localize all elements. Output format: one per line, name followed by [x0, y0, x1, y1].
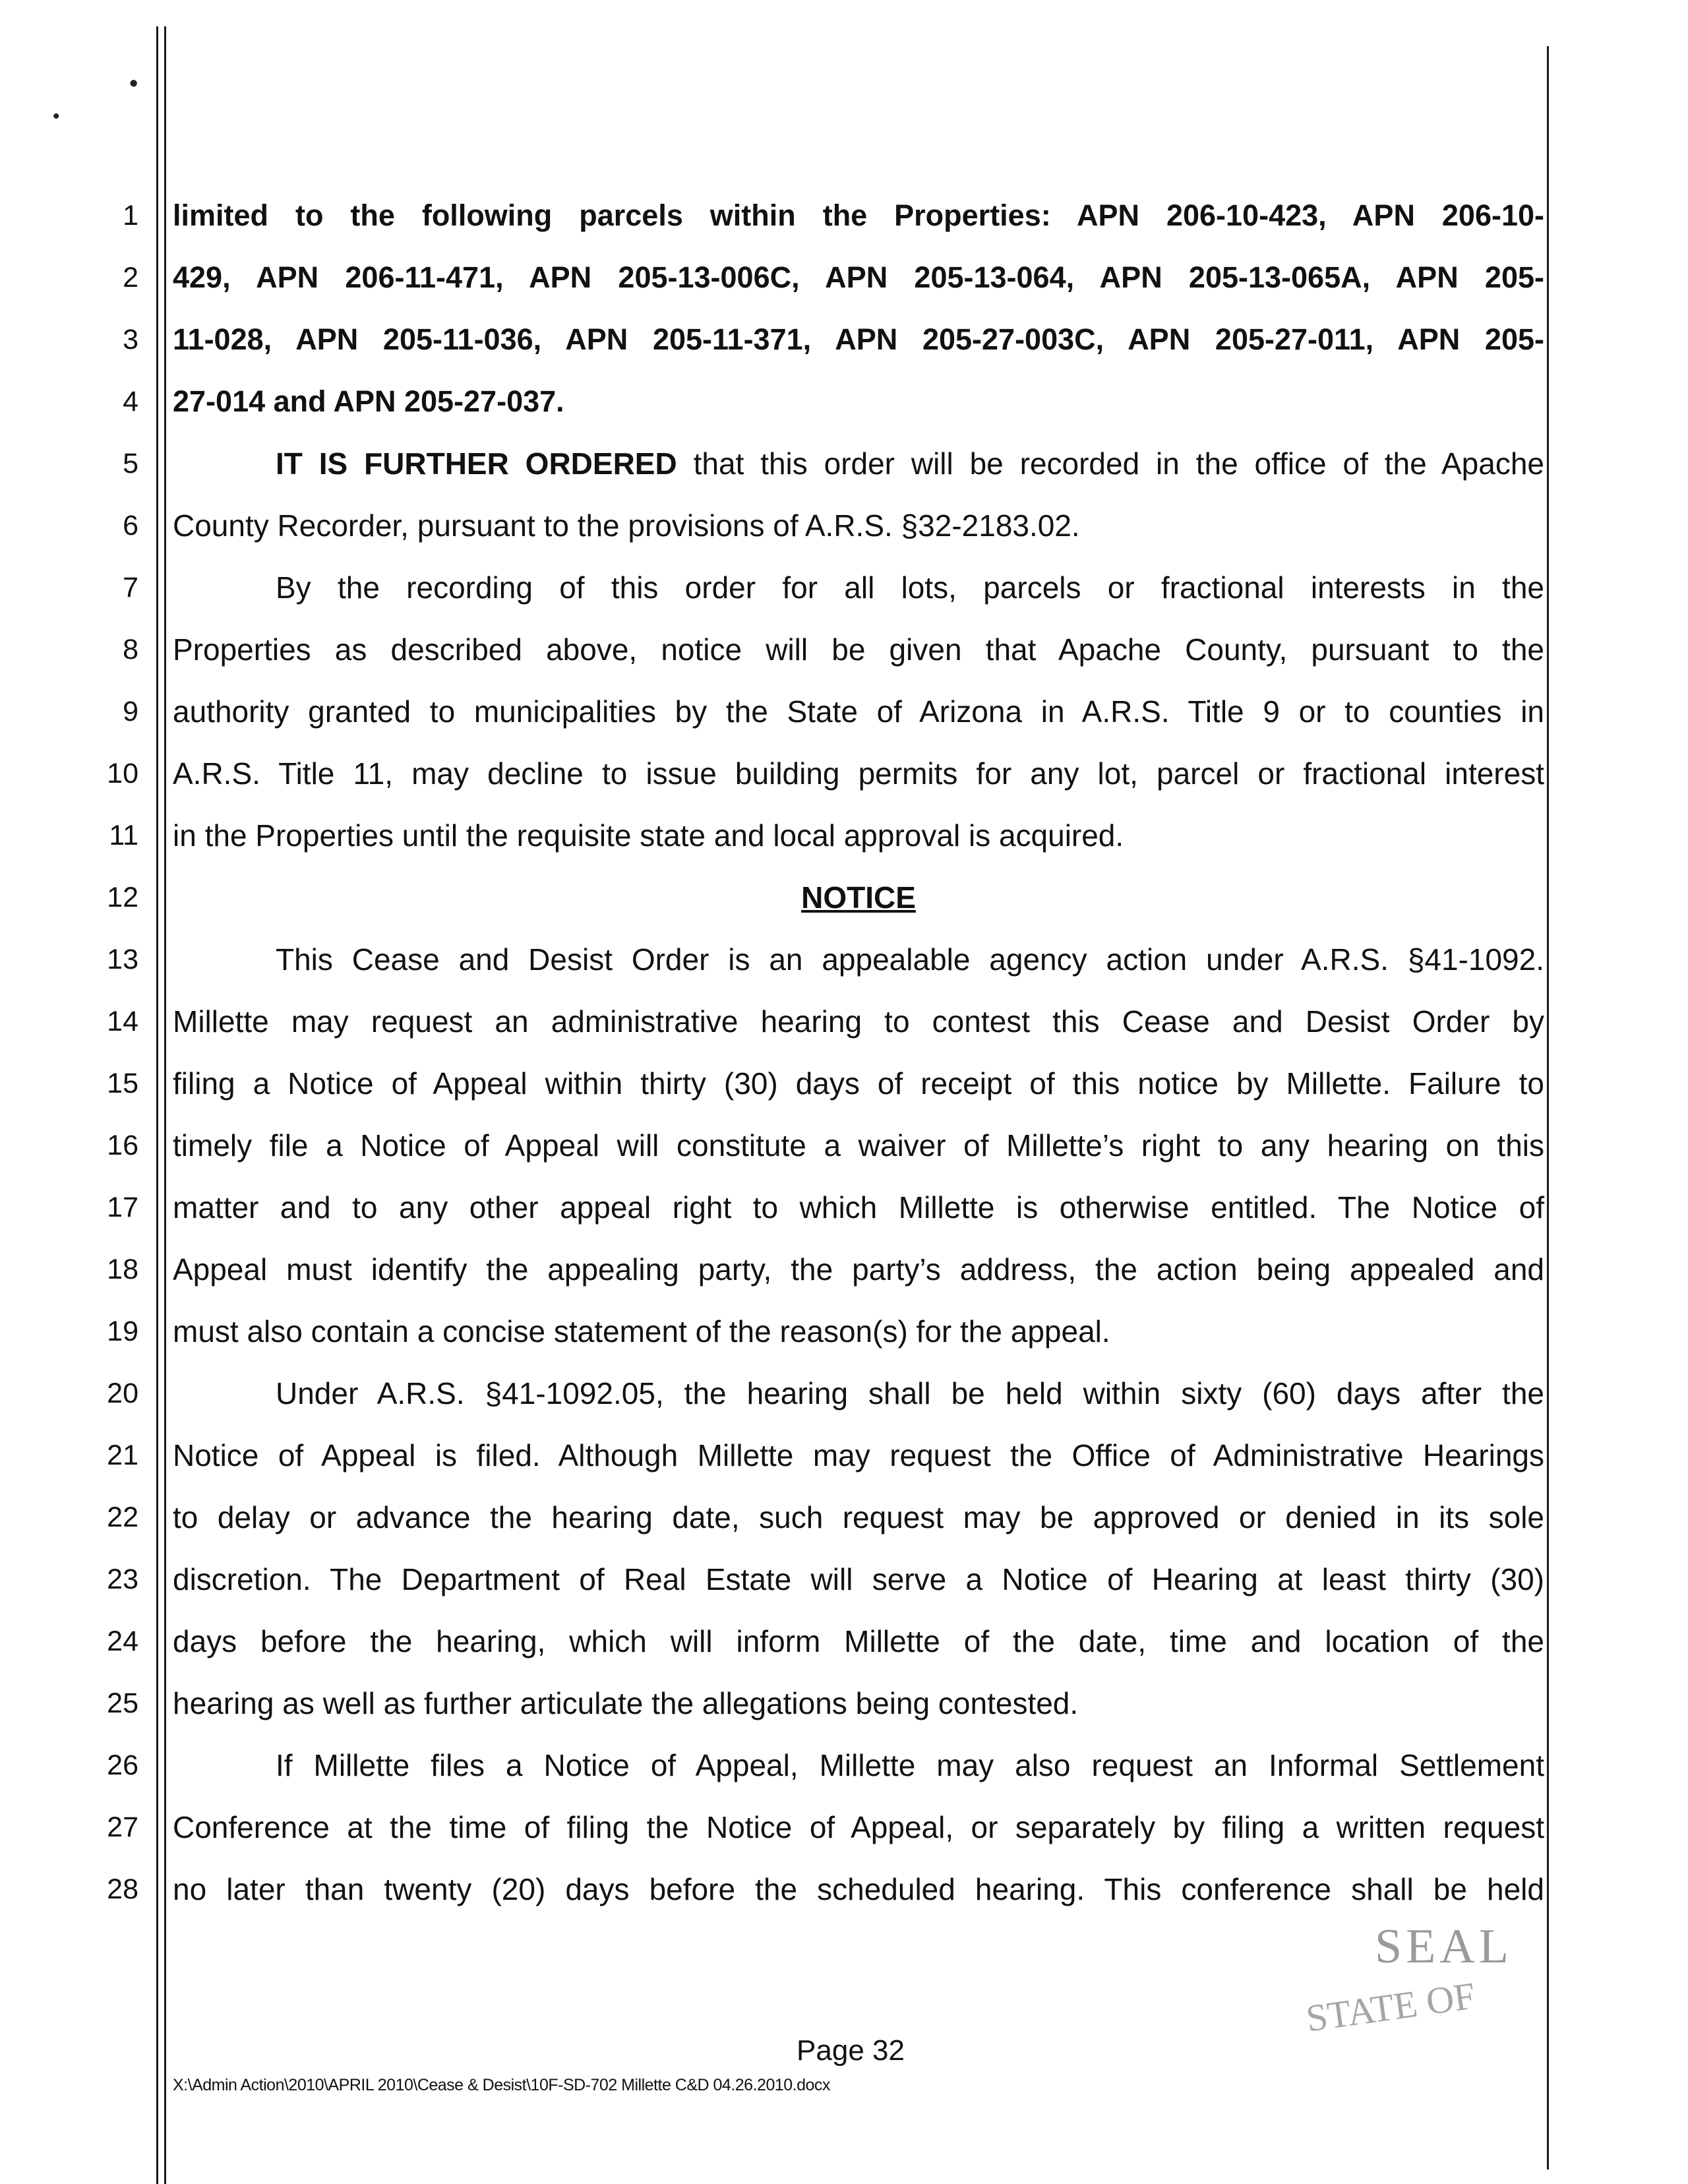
text-line: Conference at the time of filing the Notice of Appeal, or separately by filing a written request: [173, 1810, 1544, 1844]
left-margin-rule-outer: [156, 26, 158, 2184]
line-number: 11: [109, 820, 138, 851]
page-number: Page 32: [797, 2034, 905, 2067]
line-number: 16: [107, 1130, 138, 1161]
text-line: 11-028, APN 205-11-036, APN 205-11-371, APN 205-27-003C, APN 205-27-011, APN 205-: [173, 322, 1544, 356]
line-number: 24: [107, 1625, 138, 1657]
notary-seal-word: SEAL: [1375, 1920, 1513, 1974]
line-number: 12: [107, 882, 138, 913]
line-number: 20: [107, 1378, 138, 1409]
scan-speck: •: [53, 106, 60, 127]
text-line: timely file a Notice of Appeal will constitute a waiver of Millette’s right to any hearing on this: [173, 1128, 1544, 1163]
further-ordered-lead: IT IS FURTHER ORDERED: [276, 446, 677, 481]
text-line: Appeal must identify the appealing party, the party’s address, the action being appealed and: [173, 1252, 1544, 1287]
scan-speck: •: [129, 70, 138, 98]
line-number: 14: [107, 1006, 138, 1037]
notice-heading-line: [173, 880, 1544, 915]
text-line: no later than twenty (20) days before the scheduled hearing. This conference shall be held: [173, 1872, 1544, 1906]
line-number: 1: [123, 200, 138, 231]
line-number: 15: [107, 1068, 138, 1099]
line-number: 23: [107, 1563, 138, 1595]
text-line: days before the hearing, which will inform Millette of the date, time and location of the: [173, 1624, 1544, 1658]
line-number: 25: [107, 1687, 138, 1719]
notice-heading: NOTICE: [801, 880, 916, 915]
text-line: discretion. The Department of Real Estate will serve a Notice of Hearing at least thirty (30): [173, 1562, 1544, 1596]
text-line: filing a Notice of Appeal within thirty (30) days of receipt of this notice by Millette. Failure to: [173, 1066, 1544, 1101]
line-number: 13: [107, 944, 138, 975]
line-number: 26: [107, 1749, 138, 1781]
text-line: to delay or advance the hearing date, such request may be approved or denied in its sole: [173, 1500, 1544, 1534]
text-line: If Millette files a Notice of Appeal, Millette may also request an Informal Settlement: [276, 1748, 1544, 1782]
line-number: 6: [123, 510, 138, 541]
text-line: in the Properties until the requisite state and local approval is acquired.: [173, 818, 1124, 853]
text-line: Millette may request an administrative hearing to contest this Cease and Desist Order by: [173, 1004, 1544, 1039]
line-number: 10: [107, 758, 138, 789]
line-number: 18: [107, 1254, 138, 1285]
text-line: limited to the following parcels within the Properties: APN 206-10-423, APN 206-10-: [173, 198, 1544, 232]
text-line: County Recorder, pursuant to the provisions of A.R.S. §32-2183.02.: [173, 508, 1080, 543]
line-number: 4: [123, 386, 138, 417]
text-line: Properties as described above, notice will be given that Apache County, pursuant to the: [173, 632, 1544, 667]
further-ordered-line: [173, 446, 1544, 481]
left-margin-rule-inner: [164, 26, 166, 2184]
line-number: 21: [107, 1440, 138, 1471]
text-line: Notice of Appeal is filed. Although Millette may request the Office of Administrative Hearings: [173, 1438, 1544, 1472]
text-line: authority granted to municipalities by the State of Arizona in A.R.S. Title 9 or to counties in: [173, 694, 1544, 729]
line-number: 22: [107, 1502, 138, 1533]
text-line: 429, APN 206-11-471, APN 205-13-006C, APN 205-13-064, APN 205-13-065A, APN 205-: [173, 260, 1544, 294]
line-number: 27: [107, 1811, 138, 1843]
line-number: 17: [107, 1192, 138, 1223]
text-line: matter and to any other appeal right to which Millette is otherwise entitled. The Notice of: [173, 1190, 1544, 1225]
line-number: 28: [107, 1873, 138, 1905]
line-number: 5: [123, 448, 138, 479]
line-number: 3: [123, 324, 138, 355]
line-number: 9: [123, 696, 138, 727]
footer-file-path: X:\Admin Action\2010\APRIL 2010\Cease & Desist\10F-SD-702 Millette C&D 04.26.2010.docx: [173, 2076, 830, 2094]
right-margin-rule: [1547, 46, 1549, 2169]
line-number: 19: [107, 1316, 138, 1347]
text-line: By the recording of this order for all lots, parcels or fractional interests in the: [276, 570, 1544, 605]
text-line: A.R.S. Title 11, may decline to issue building permits for any lot, parcel or fractional interest: [173, 756, 1544, 791]
text-line: Under A.R.S. §41-1092.05, the hearing shall be held within sixty (60) days after the: [276, 1376, 1544, 1410]
line-number: 8: [123, 634, 138, 665]
further-ordered-rest: that this order will be recorded in the office of the Apache: [677, 446, 1544, 481]
text-line: This Cease and Desist Order is an appealable agency action under A.R.S. §41-1092.: [276, 942, 1544, 977]
notary-seal-arc: STATE OF: [1303, 1974, 1478, 2040]
line-number: 7: [123, 572, 138, 603]
text-line: 27-014 and APN 205-27-037.: [173, 384, 564, 418]
line-number: 2: [123, 262, 138, 293]
text-line: hearing as well as further articulate the allegations being contested.: [173, 1686, 1079, 1720]
text-line: must also contain a concise statement of the reason(s) for the appeal.: [173, 1314, 1110, 1349]
